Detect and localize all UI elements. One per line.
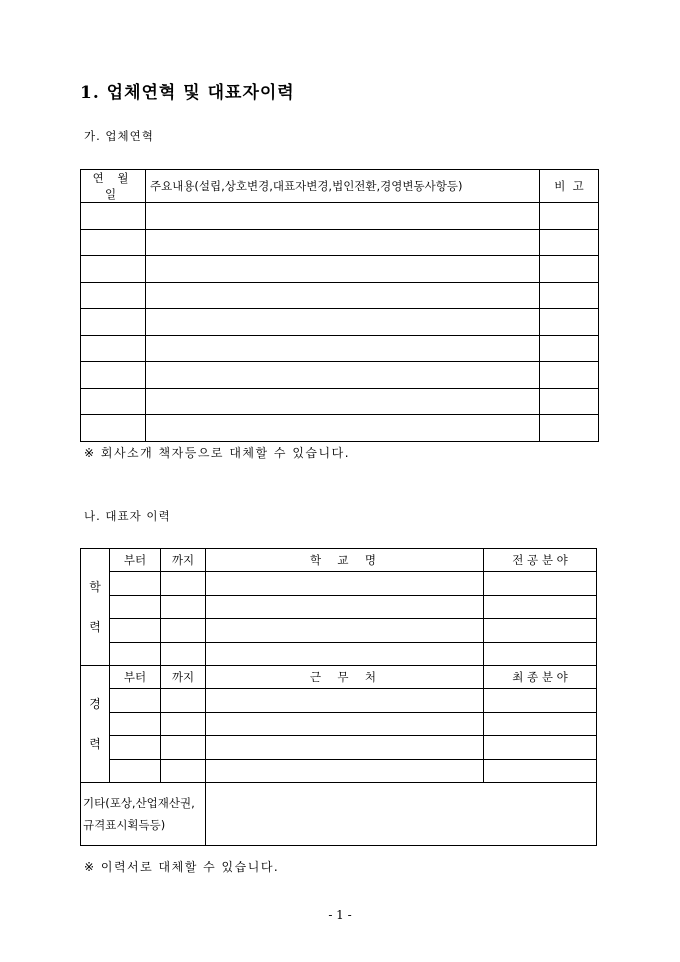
table-cell[interactable] [161, 712, 206, 735]
table-row [81, 203, 599, 230]
etc-label: 기타(포상,산업재산권,규격표시획득등) [81, 782, 206, 845]
table-cell[interactable] [206, 595, 484, 618]
table-cell[interactable] [540, 282, 599, 309]
table-cell[interactable] [540, 203, 599, 230]
table-cell[interactable] [146, 388, 540, 415]
col-date-header: 연 월 일 [81, 170, 146, 203]
table-cell[interactable] [146, 282, 540, 309]
education-header-row [81, 549, 597, 572]
table-cell[interactable] [206, 736, 484, 759]
table-cell[interactable] [146, 335, 540, 362]
col-to-header: 까지 [161, 665, 206, 688]
table-cell[interactable] [484, 642, 597, 665]
table-cell[interactable] [206, 642, 484, 665]
table-cell[interactable] [81, 229, 146, 256]
table-cell[interactable] [110, 759, 161, 782]
table-row [81, 736, 597, 759]
table-cell[interactable] [110, 689, 161, 712]
table-cell[interactable] [146, 362, 540, 389]
section-b-note: ※ 이력서로 대체할 수 있습니다. [84, 860, 280, 874]
etc-value-cell[interactable] [206, 782, 597, 845]
table-row [81, 388, 599, 415]
table-cell[interactable] [161, 572, 206, 595]
table-row [81, 689, 597, 712]
table-cell[interactable] [146, 203, 540, 230]
table-cell[interactable] [146, 256, 540, 283]
table-cell[interactable] [206, 712, 484, 735]
col-content-header: 주요내용(설립,상호변경,대표자변경,법인전환,경영변동사항등) [146, 170, 540, 203]
table-cell[interactable] [206, 689, 484, 712]
table-cell[interactable] [206, 619, 484, 642]
table-row [81, 712, 597, 735]
table-cell[interactable] [161, 595, 206, 618]
company-history-table [80, 169, 599, 442]
table-cell[interactable] [161, 736, 206, 759]
section-a-heading: 가. 업체연혁 [84, 129, 154, 143]
table-cell[interactable] [81, 335, 146, 362]
table-row [81, 642, 597, 665]
col-from-header: 부터 [110, 549, 161, 572]
table-cell[interactable] [484, 736, 597, 759]
table-cell[interactable] [540, 309, 599, 336]
education-side-label [81, 549, 110, 666]
representative-history-table [80, 548, 597, 846]
col-school-header: 학 교 명 [206, 549, 484, 572]
table-cell[interactable] [146, 309, 540, 336]
table-cell[interactable] [540, 256, 599, 283]
table-cell[interactable] [484, 619, 597, 642]
table-row [81, 282, 599, 309]
table-row [81, 309, 599, 336]
table-row [81, 759, 597, 782]
table-cell[interactable] [81, 282, 146, 309]
table-cell[interactable] [484, 759, 597, 782]
table-cell[interactable] [484, 572, 597, 595]
table-row [81, 335, 599, 362]
table-row [81, 415, 599, 442]
table-cell[interactable] [484, 595, 597, 618]
etc-row [81, 782, 597, 845]
table-row [81, 572, 597, 595]
table-cell[interactable] [81, 256, 146, 283]
table-cell[interactable] [110, 572, 161, 595]
table-cell[interactable] [161, 759, 206, 782]
table-cell[interactable] [540, 335, 599, 362]
col-workplace-header: 근 무 처 [206, 665, 484, 688]
table-cell[interactable] [110, 736, 161, 759]
table-cell[interactable] [110, 642, 161, 665]
side-char: 력 [89, 620, 101, 635]
career-header-row [81, 665, 597, 688]
table-row [81, 362, 599, 389]
table-cell[interactable] [81, 415, 146, 442]
side-char: 경 [89, 697, 101, 712]
col-major-header: 전 공 분 야 [484, 549, 597, 572]
table-cell[interactable] [161, 642, 206, 665]
table-cell[interactable] [110, 595, 161, 618]
table-cell[interactable] [540, 229, 599, 256]
col-remarks-header: 비 고 [540, 170, 599, 203]
table-cell[interactable] [484, 689, 597, 712]
side-char: 력 [89, 737, 101, 752]
table-cell[interactable] [81, 309, 146, 336]
side-char: 학 [89, 580, 101, 595]
table-cell[interactable] [146, 415, 540, 442]
table-cell[interactable] [484, 712, 597, 735]
table-cell[interactable] [81, 362, 146, 389]
table-row [81, 229, 599, 256]
section-b-heading: 나. 대표자 이력 [84, 509, 171, 523]
table-cell[interactable] [161, 619, 206, 642]
col-to-header: 까지 [161, 549, 206, 572]
table-cell[interactable] [206, 572, 484, 595]
table-row [81, 595, 597, 618]
table-cell[interactable] [206, 759, 484, 782]
table-header-row [81, 170, 599, 203]
table-row [81, 256, 599, 283]
table-cell[interactable] [161, 689, 206, 712]
table-cell[interactable] [146, 229, 540, 256]
table-cell[interactable] [540, 362, 599, 389]
table-cell[interactable] [81, 388, 146, 415]
page-number: - 1 - [328, 908, 352, 922]
table-cell[interactable] [540, 388, 599, 415]
table-cell[interactable] [540, 415, 599, 442]
page-title: 1. 업체연혁 및 대표자이력 [80, 83, 295, 103]
col-from-header: 부터 [110, 665, 161, 688]
table-cell[interactable] [110, 619, 161, 642]
table-cell[interactable] [110, 712, 161, 735]
career-side-label [81, 665, 110, 782]
section-a-note: ※ 회사소개 책자등으로 대체할 수 있습니다. [84, 446, 351, 460]
col-field-header: 최 종 분 야 [484, 665, 597, 688]
table-row [81, 619, 597, 642]
table-cell[interactable] [81, 203, 146, 230]
